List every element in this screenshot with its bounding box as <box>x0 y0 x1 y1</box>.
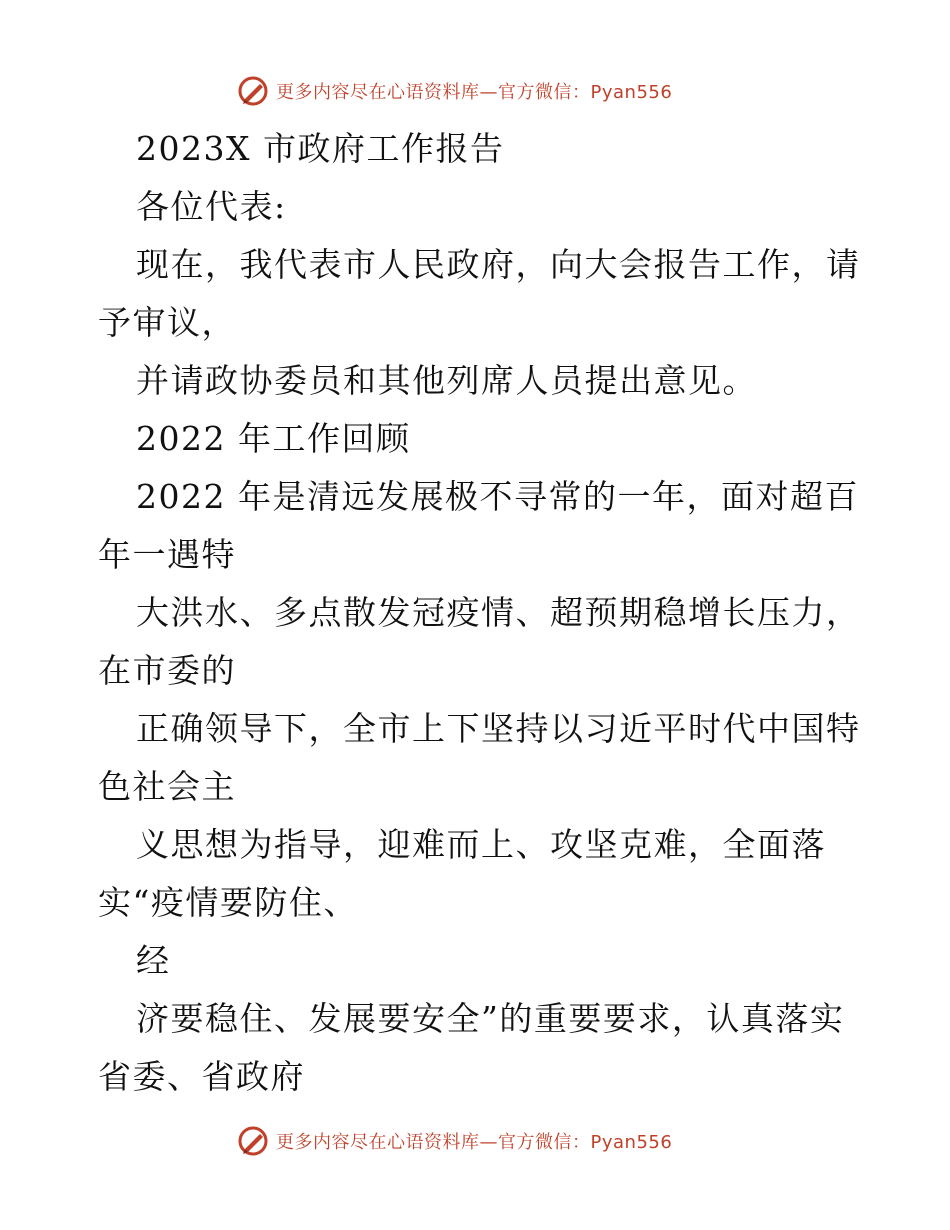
paragraph-line: 济要稳住、发展要安全”的重要要求，认真落实 <box>136 999 845 1038</box>
paragraph-line: 正确领导下，全市上下坚持以习近平时代中国特 <box>136 709 861 748</box>
paragraph-line: 并请政协委员和其他列席人员提出意见。 <box>136 361 757 400</box>
paragraph-line: 省委、省政府 <box>98 1057 305 1096</box>
section-heading: 2022 年工作回顾 <box>136 419 411 458</box>
pen-logo-icon <box>236 74 270 108</box>
paragraph-line: 实“疫情要防住、 <box>98 883 358 922</box>
watermark-banner-top <box>236 74 672 108</box>
watermark-text: 更多内容尽在心语资料库—官方微信：Pyan556 <box>276 82 673 103</box>
salutation: 各位代表: <box>136 187 287 226</box>
paragraph-line: 2022 年是清远发展极不寻常的一年，面对超百 <box>136 477 859 516</box>
document-body <box>98 120 861 1106</box>
watermark-text: 更多内容尽在心语资料库—官方微信：Pyan556 <box>276 1132 673 1153</box>
pen-logo-icon <box>236 1124 270 1158</box>
paragraph-line: 在市委的 <box>98 651 236 690</box>
paragraph-line: 经 <box>136 941 171 980</box>
doc-title: 2023X 市政府工作报告 <box>136 129 505 168</box>
watermark-banner-bottom <box>236 1124 672 1158</box>
paragraph-line: 予审议， <box>98 303 236 342</box>
paragraph-line: 现在，我代表市人民政府，向大会报告工作，请 <box>136 245 861 284</box>
paragraph-line: 色社会主 <box>98 767 236 806</box>
paragraph-line: 大洪水、多点散发冠疫情、超预期稳增长压力， <box>136 593 861 632</box>
paragraph-line: 年一遇特 <box>98 535 236 574</box>
paragraph-line: 义思想为指导，迎难而上、攻坚克难，全面落 <box>136 825 826 864</box>
